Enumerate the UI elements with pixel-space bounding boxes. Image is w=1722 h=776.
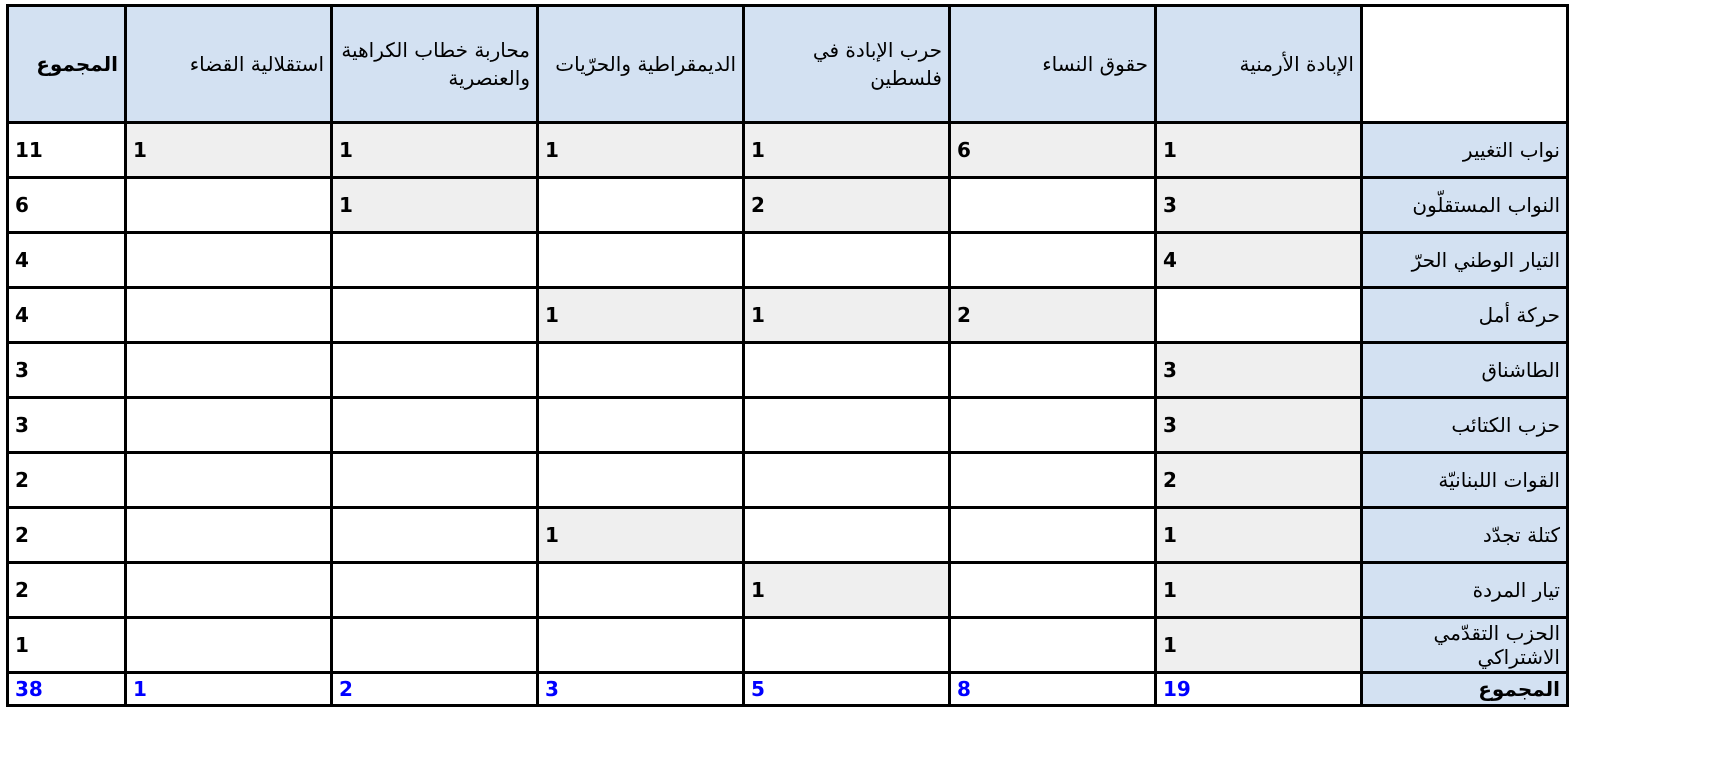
- grand-total-cell[interactable]: 38: [8, 673, 126, 706]
- table-cell[interactable]: [332, 398, 538, 453]
- table-cell[interactable]: [950, 233, 1156, 288]
- row-total-cell[interactable]: 4: [8, 233, 126, 288]
- table-cell[interactable]: 1: [1156, 618, 1362, 673]
- table-cell[interactable]: 2: [950, 288, 1156, 343]
- column-total-cell[interactable]: 2: [332, 673, 538, 706]
- row-label[interactable]: النواب المستقلّون: [1362, 178, 1568, 233]
- totals-row-label[interactable]: المجموع: [1362, 673, 1568, 706]
- column-header[interactable]: الإبادة الأرمنية: [1156, 6, 1362, 123]
- corner-cell[interactable]: [1362, 6, 1568, 123]
- row-label[interactable]: حركة أمل: [1362, 288, 1568, 343]
- table-cell[interactable]: 2: [1156, 453, 1362, 508]
- table-cell[interactable]: [1156, 288, 1362, 343]
- table-cell[interactable]: 3: [1156, 398, 1362, 453]
- column-total-cell[interactable]: 19: [1156, 673, 1362, 706]
- row-total-cell[interactable]: 2: [8, 508, 126, 563]
- header-row: [8, 6, 1568, 123]
- table-cell[interactable]: [950, 618, 1156, 673]
- table-cell[interactable]: 6: [950, 123, 1156, 178]
- table-cell[interactable]: [538, 453, 744, 508]
- table-cell[interactable]: 1: [538, 123, 744, 178]
- table-cell[interactable]: 1: [538, 288, 744, 343]
- table-row: [8, 508, 1568, 563]
- table-row: [8, 233, 1568, 288]
- table-cell[interactable]: [126, 508, 332, 563]
- table-cell[interactable]: [538, 618, 744, 673]
- row-total-cell[interactable]: 6: [8, 178, 126, 233]
- table-cell[interactable]: [332, 233, 538, 288]
- table-cell[interactable]: [126, 563, 332, 618]
- table-cell[interactable]: [126, 288, 332, 343]
- row-label[interactable]: كتلة تجدّد: [1362, 508, 1568, 563]
- table-cell[interactable]: 2: [744, 178, 950, 233]
- table-cell[interactable]: [744, 618, 950, 673]
- table-cell[interactable]: [538, 178, 744, 233]
- table-row: [8, 618, 1568, 673]
- row-total-cell[interactable]: 11: [8, 123, 126, 178]
- row-label[interactable]: التيار الوطني الحرّ: [1362, 233, 1568, 288]
- row-label[interactable]: نواب التغيير: [1362, 123, 1568, 178]
- column-header[interactable]: محاربة خطاب الكراهية والعنصرية: [332, 6, 538, 123]
- column-header[interactable]: حرب الإبادة في فلسطين: [744, 6, 950, 123]
- table-cell[interactable]: 1: [744, 288, 950, 343]
- table-cell[interactable]: [332, 343, 538, 398]
- table-cell[interactable]: [538, 563, 744, 618]
- table-cell[interactable]: 3: [1156, 343, 1362, 398]
- table-cell[interactable]: [332, 618, 538, 673]
- table-cell[interactable]: 3: [1156, 178, 1362, 233]
- row-total-cell[interactable]: 1: [8, 618, 126, 673]
- column-total-cell[interactable]: 5: [744, 673, 950, 706]
- table-row: [8, 343, 1568, 398]
- row-label[interactable]: الحزب التقدّمي الاشتراكي: [1362, 618, 1568, 673]
- table-cell[interactable]: 1: [332, 123, 538, 178]
- table-cell[interactable]: [744, 508, 950, 563]
- table-cell[interactable]: 1: [1156, 508, 1362, 563]
- table-cell[interactable]: 1: [332, 178, 538, 233]
- data-table: [6, 4, 1569, 707]
- table-row: [8, 288, 1568, 343]
- column-header[interactable]: الديمقراطية والحرّيات: [538, 6, 744, 123]
- column-header-total[interactable]: المجموع: [8, 6, 126, 123]
- column-header[interactable]: حقوق النساء: [950, 6, 1156, 123]
- table-cell[interactable]: [126, 618, 332, 673]
- table-cell[interactable]: [744, 453, 950, 508]
- table-cell[interactable]: [950, 398, 1156, 453]
- row-total-cell[interactable]: 2: [8, 453, 126, 508]
- row-label[interactable]: حزب الكتائب: [1362, 398, 1568, 453]
- table-cell[interactable]: 4: [1156, 233, 1362, 288]
- table-cell[interactable]: [126, 343, 332, 398]
- table-cell[interactable]: [950, 563, 1156, 618]
- row-label[interactable]: القوات اللبنانيّة: [1362, 453, 1568, 508]
- row-total-cell[interactable]: 4: [8, 288, 126, 343]
- table-row: [8, 398, 1568, 453]
- table-cell[interactable]: 1: [1156, 123, 1362, 178]
- table-cell[interactable]: [126, 398, 332, 453]
- table-row: [8, 123, 1568, 178]
- row-label[interactable]: تيار المردة: [1362, 563, 1568, 618]
- table-cell[interactable]: [332, 563, 538, 618]
- row-total-cell[interactable]: 3: [8, 343, 126, 398]
- table-cell[interactable]: [332, 288, 538, 343]
- table-cell[interactable]: [950, 508, 1156, 563]
- table-cell[interactable]: 1: [126, 123, 332, 178]
- table-cell[interactable]: [126, 233, 332, 288]
- table-cell[interactable]: [538, 398, 744, 453]
- table-cell[interactable]: 1: [744, 123, 950, 178]
- table-cell[interactable]: 1: [538, 508, 744, 563]
- table-cell[interactable]: [950, 453, 1156, 508]
- column-total-cell[interactable]: 1: [126, 673, 332, 706]
- table-cell[interactable]: [538, 343, 744, 398]
- table-cell[interactable]: [126, 178, 332, 233]
- column-header[interactable]: استقلالية القضاء: [126, 6, 332, 123]
- table-row: [8, 453, 1568, 508]
- table-row: [8, 178, 1568, 233]
- row-total-cell[interactable]: 2: [8, 563, 126, 618]
- table-cell[interactable]: [950, 343, 1156, 398]
- table-cell[interactable]: [744, 343, 950, 398]
- table-cell[interactable]: [950, 178, 1156, 233]
- column-total-cell[interactable]: 3: [538, 673, 744, 706]
- table-cell[interactable]: [744, 398, 950, 453]
- table-cell[interactable]: [332, 508, 538, 563]
- table-cell[interactable]: 1: [1156, 563, 1362, 618]
- totals-row: [8, 673, 1568, 706]
- table-cell[interactable]: 1: [744, 563, 950, 618]
- table-row: [8, 563, 1568, 618]
- table-cell[interactable]: [538, 233, 744, 288]
- row-label[interactable]: الطاشناق: [1362, 343, 1568, 398]
- column-total-cell[interactable]: 8: [950, 673, 1156, 706]
- row-total-cell[interactable]: 3: [8, 398, 126, 453]
- table-cell[interactable]: [332, 453, 538, 508]
- table-cell[interactable]: [126, 453, 332, 508]
- table-cell[interactable]: [744, 233, 950, 288]
